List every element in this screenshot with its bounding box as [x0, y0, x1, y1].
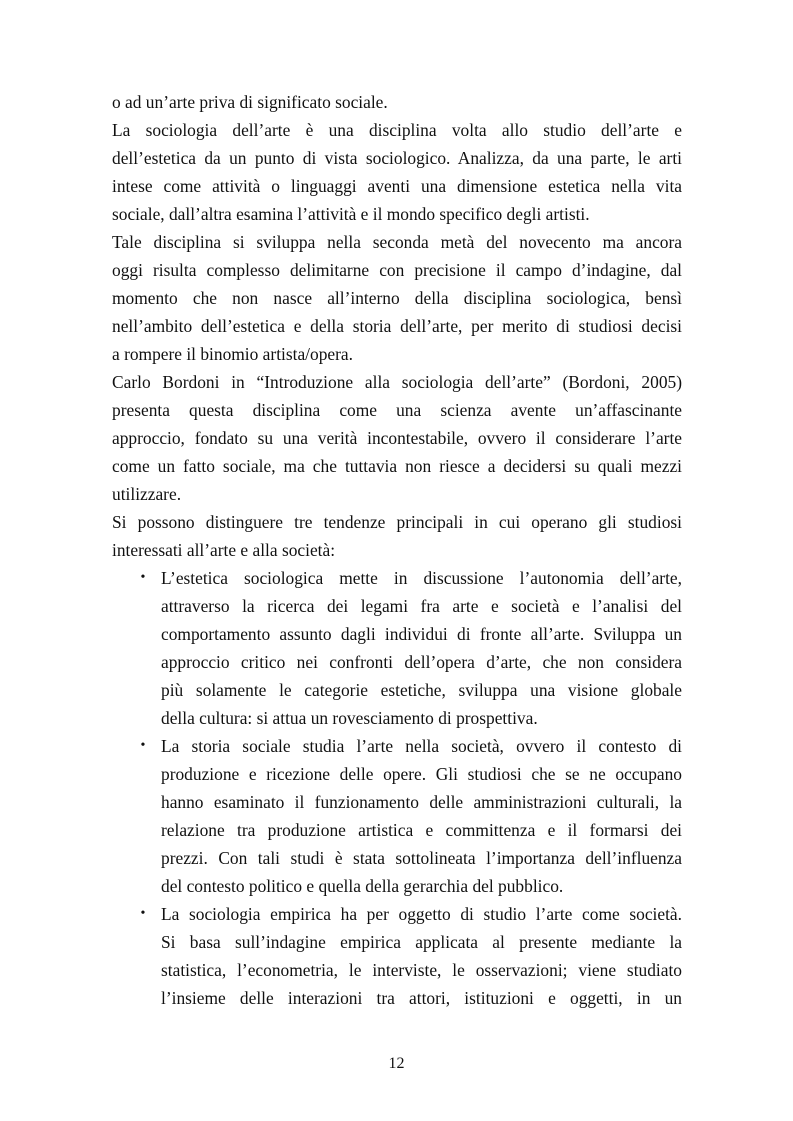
- paragraph: [112, 228, 682, 368]
- text-line: prezzi. Con tali studi è stata sottolineata l’importanza dell’influenza: [161, 848, 682, 868]
- text-line: a rompere il binomio artista/opera.: [112, 344, 353, 364]
- text-line: La storia sociale studia l’arte nella società, ovvero il contesto di: [161, 736, 682, 756]
- bullet-item: [140, 732, 682, 900]
- text-line: o ad un’arte priva di significato sociale.: [112, 92, 388, 112]
- text-line: relazione tra produzione artistica e committenza e il formarsi dei: [161, 820, 682, 840]
- text-line: dell’estetica da un punto di vista sociologico. Analizza, da una parte, le arti: [112, 148, 682, 168]
- text-line: statistica, l’econometria, le interviste, le osservazioni; viene studiato: [161, 960, 682, 980]
- text-line: oggi risulta complesso delimitarne con precisione il campo d’indagine, dal: [112, 260, 682, 280]
- text-line: La sociologia dell’arte è una disciplina volta allo studio dell’arte e: [112, 120, 682, 140]
- text-line: sociale, dall’altra esamina l’attività e il mondo specifico degli artisti.: [112, 204, 590, 224]
- text-line: momento che non nasce all’interno della disciplina sociologica, bensì: [112, 288, 682, 308]
- text-line: attraverso la ricerca dei legami fra arte e società e l’analisi del: [161, 596, 682, 616]
- bullet-icon: •: [140, 738, 146, 753]
- bullet-list: [112, 564, 682, 1012]
- text-line: presenta questa disciplina come una scienza avente un’affascinante: [112, 400, 682, 420]
- paragraph: [112, 116, 682, 228]
- text-line: intese come attività o linguaggi aventi una dimensione estetica nella vita: [112, 176, 682, 196]
- page-number: 12: [388, 1055, 405, 1072]
- text-line: produzione e ricezione delle opere. Gli studiosi che se ne occupano: [161, 764, 682, 784]
- text-line: comportamento assunto dagli individui di fronte all’arte. Sviluppa un: [161, 624, 682, 644]
- text-line: l’insieme delle interazioni tra attori, istituzioni e oggetti, in un: [161, 988, 682, 1008]
- text-line: utilizzare.: [112, 484, 182, 504]
- text-line: Tale disciplina si sviluppa nella seconda metà del novecento ma ancora: [112, 232, 682, 252]
- text-line: della cultura: si attua un rovesciamento di prospettiva.: [161, 708, 538, 728]
- paragraph: [112, 508, 682, 564]
- text-line: Si possono distinguere tre tendenze principali in cui operano gli studiosi: [112, 512, 682, 532]
- text-line: approccio, fondato su una verità incontestabile, ovvero il considerare l’arte: [112, 428, 682, 448]
- text-line: più solamente le categorie estetiche, sviluppa una visione globale: [161, 680, 682, 700]
- bullet-icon: •: [140, 906, 146, 921]
- text-line: Carlo Bordoni in “Introduzione alla sociologia dell’arte” (Bordoni, 2005): [112, 372, 682, 392]
- text-line: La sociologia empirica ha per oggetto di studio l’arte come società.: [161, 904, 682, 924]
- bullet-item: [140, 564, 682, 732]
- text-line: nell’ambito dell’estetica e della storia dell’arte, per merito di studiosi decisi: [112, 316, 682, 336]
- text-line: approccio critico nei confronti dell’opera d’arte, che non considera: [161, 652, 682, 672]
- text-line: interessati all’arte e alla società:: [112, 540, 336, 560]
- paragraph: [112, 368, 682, 508]
- paragraph: [112, 88, 682, 116]
- text-line: Si basa sull’indagine empirica applicata al presente mediante la: [161, 932, 682, 952]
- text-line: come un fatto sociale, ma che tuttavia non riesce a decidersi su quali mezzi: [112, 456, 682, 476]
- bullet-icon: •: [140, 570, 146, 585]
- text-line: L’estetica sociologica mette in discussione l’autonomia dell’arte,: [161, 568, 682, 588]
- text-line: hanno esaminato il funzionamento delle amministrazioni culturali, la: [161, 792, 682, 812]
- document-page: [112, 88, 682, 1012]
- text-line: del contesto politico e quella della gerarchia del pubblico.: [161, 876, 564, 896]
- bullet-item: [140, 900, 682, 1012]
